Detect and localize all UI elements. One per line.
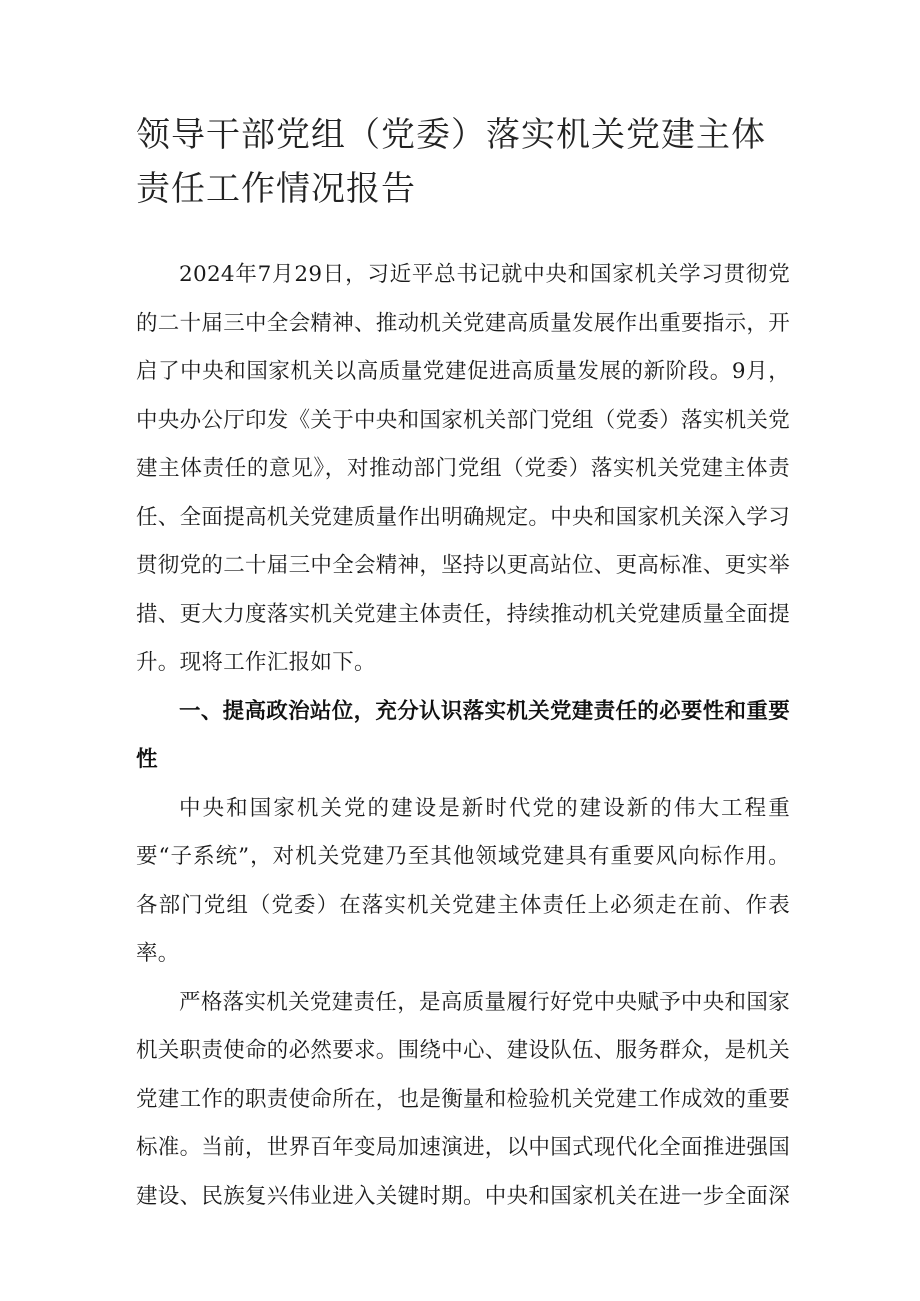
body-paragraph-1: 中央和国家机关党的建设是新时代党的建设新的伟大工程重要“子系统”，对机关党建乃至其他领域党建具有重要风向标作用。各部门党组（党委）在落实机关党建主体责任上必须走在前、作表率。 (136, 795, 790, 966)
body-paragraph-2: 严格落实机关党建责任，是高质量履行好党中央赋予中央和国家机关职责使命的必然要求。围绕中心、建设队伍、服务群众，是机关党建工作的职责使命所在，也是衡量和检验机关党建工作成效的重要标准。当前，世界百年变局加速演进，以中国式现代化全面推进强国建设、民族复兴伟业进入关键时期。中央和国家机关在进一步全面深 (136, 989, 791, 1209)
document-title: 领导干部党组（党委）落实机关党建主体责任工作情况报告 (136, 115, 766, 209)
document-body (136, 251, 790, 1221)
section-heading-1: 一、提高政治站位，充分认识落实机关党建责任的必要性和重要性 (136, 698, 790, 772)
intro-paragraph: 2024年7月29日，习近平总书记就中央和国家机关学习贯彻党的二十届三中全会精神、推动机关党建高质量发展作出重要指示，开启了中央和国家机关以高质量党建促进高质量发展的新阶段。9月，中央办公厅印发《关于中央和国家机关部门党组（党委）落实机关党建主体责任的意见》，对推动部门党组（党委）落实机关党建主体责任、全面提高机关党建质量作出明确规定。中央和国家机关深入学习贯彻党的二十届三中全会精神，坚持以更高站位、更高标准、更实举措、更大力度落实机关党建主体责任，持续推动机关党建质量全面提升。现将工作汇报如下。 (136, 262, 791, 675)
